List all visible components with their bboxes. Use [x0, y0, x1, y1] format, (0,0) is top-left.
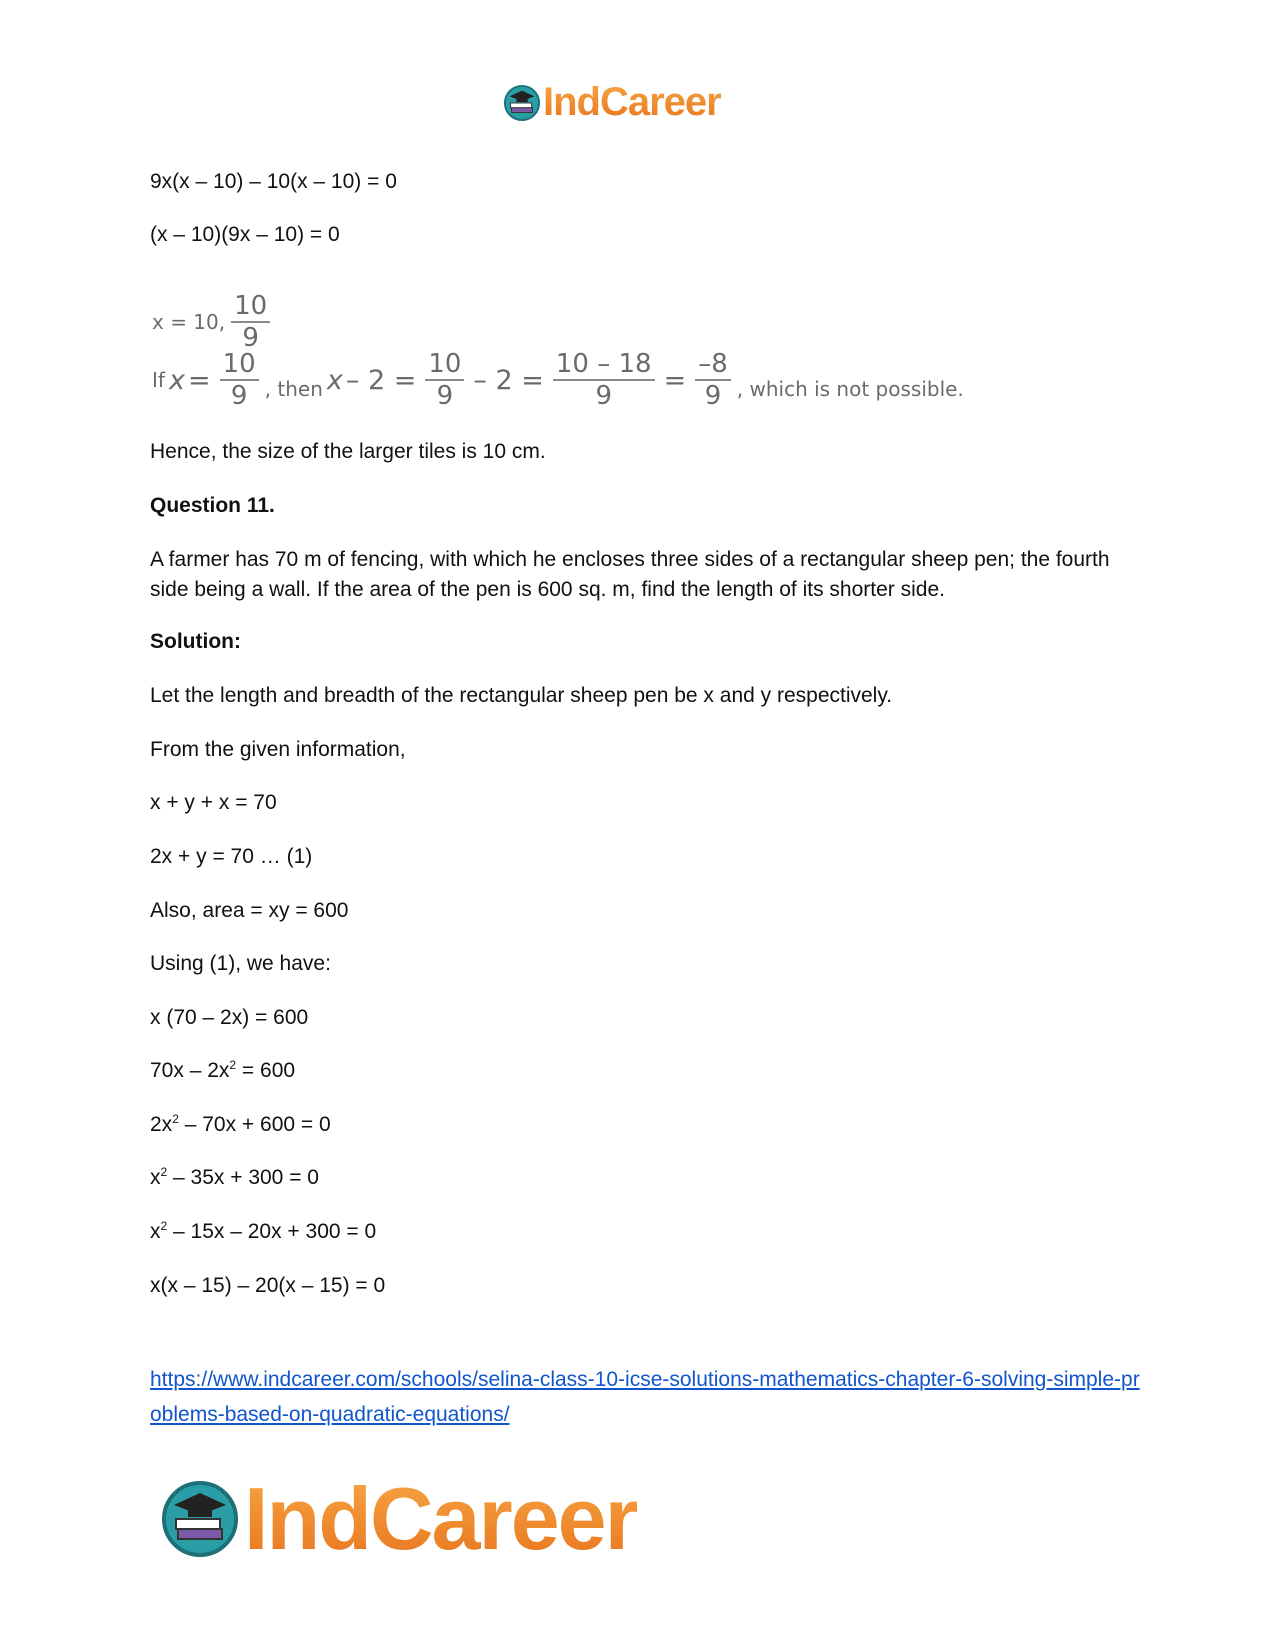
solution-heading: Solution:	[150, 630, 241, 653]
math-text: , which is not possible.	[736, 377, 964, 401]
conclusion-text: Hence, the size of the larger tiles is 10 cm.	[150, 440, 546, 463]
math-row-roots	[152, 292, 964, 352]
math-figure	[152, 292, 964, 410]
denominator: 9	[704, 381, 722, 411]
fraction	[231, 292, 270, 352]
math-text: If	[152, 368, 165, 392]
math-var: x	[168, 364, 185, 396]
source-link[interactable]: https://www.indcareer.com/schools/selina-class-10-icse-solutions-mathematics-chapter-6-solving-simple-problems-based-on-quadratic-equations/	[150, 1368, 1140, 1426]
math-op: =	[187, 364, 211, 396]
numerator: 10 – 18	[555, 349, 652, 379]
logo-wordmark: IndCareer	[543, 80, 721, 124]
math-var: x	[326, 364, 343, 396]
equation-line: x (70 – 2x) = 600	[150, 1006, 309, 1029]
equation-line: x + y + x = 70	[150, 791, 277, 814]
eq-part: 2x	[150, 1113, 173, 1136]
math-text: x = 10,	[152, 310, 226, 334]
equation-line: 9x(x – 10) – 10(x – 10) = 0	[150, 170, 397, 193]
numerator: 10	[234, 291, 268, 321]
eq-part: 70x – 2x	[150, 1059, 230, 1082]
eq-part: = 600	[236, 1059, 296, 1082]
eq-part: x	[150, 1220, 161, 1243]
equation-line: 2x + y = 70 … (1)	[150, 845, 313, 868]
solution-line: Using (1), we have:	[150, 952, 331, 975]
denominator: 9	[230, 381, 248, 411]
graduation-book-globe-icon	[160, 1479, 240, 1559]
equation-line	[150, 1110, 331, 1140]
exponent: 2	[172, 1112, 179, 1126]
graduation-book-globe-icon	[503, 84, 541, 122]
eq-part: – 35x + 300 = 0	[167, 1166, 319, 1189]
math-op: – 2 =	[473, 364, 544, 396]
logo-wordmark: IndCareer	[244, 1469, 637, 1568]
fraction	[553, 350, 655, 410]
exponent: 2	[160, 1219, 168, 1233]
math-row-check	[152, 350, 964, 410]
bottom-logo	[160, 1468, 637, 1570]
solution-line: From the given information,	[150, 738, 406, 761]
equation-line	[150, 1217, 376, 1247]
exponent: 2	[229, 1058, 237, 1072]
math-op: – 2 =	[345, 364, 417, 396]
eq-part: – 15x – 20x + 300 = 0	[167, 1220, 377, 1243]
denominator: 9	[436, 381, 454, 411]
eq-part: – 70x + 600 = 0	[178, 1113, 331, 1136]
math-text: , then	[264, 377, 323, 401]
equation-line: x(x – 15) – 20(x – 15) = 0	[150, 1274, 386, 1297]
denominator: 9	[242, 323, 259, 353]
fraction	[425, 350, 464, 410]
question-text: A farmer has 70 m of fencing, with which he encloses three sides of a rectangular sheep pen; the fourth side being a wall. If the area of the pen is 600 sq. m, find the length of its shorter side.	[150, 548, 1110, 601]
equation-line: Also, area = xy = 600	[150, 899, 349, 922]
eq-part: x	[150, 1166, 161, 1189]
equation-line: (x – 10)(9x – 10) = 0	[150, 223, 340, 246]
numerator: 10	[428, 349, 462, 379]
top-logo	[503, 80, 721, 125]
question-heading: Question 11.	[150, 494, 275, 517]
numerator: 10	[222, 349, 256, 379]
solution-line: Let the length and breadth of the rectangular sheep pen be x and y respectively.	[150, 684, 893, 707]
fraction	[220, 350, 259, 410]
equation-line	[150, 1163, 319, 1193]
numerator: –8	[698, 349, 728, 379]
denominator: 9	[595, 381, 613, 411]
math-op: =	[663, 364, 687, 396]
fraction	[695, 350, 731, 410]
equation-line	[150, 1056, 295, 1086]
exponent: 2	[160, 1165, 168, 1179]
